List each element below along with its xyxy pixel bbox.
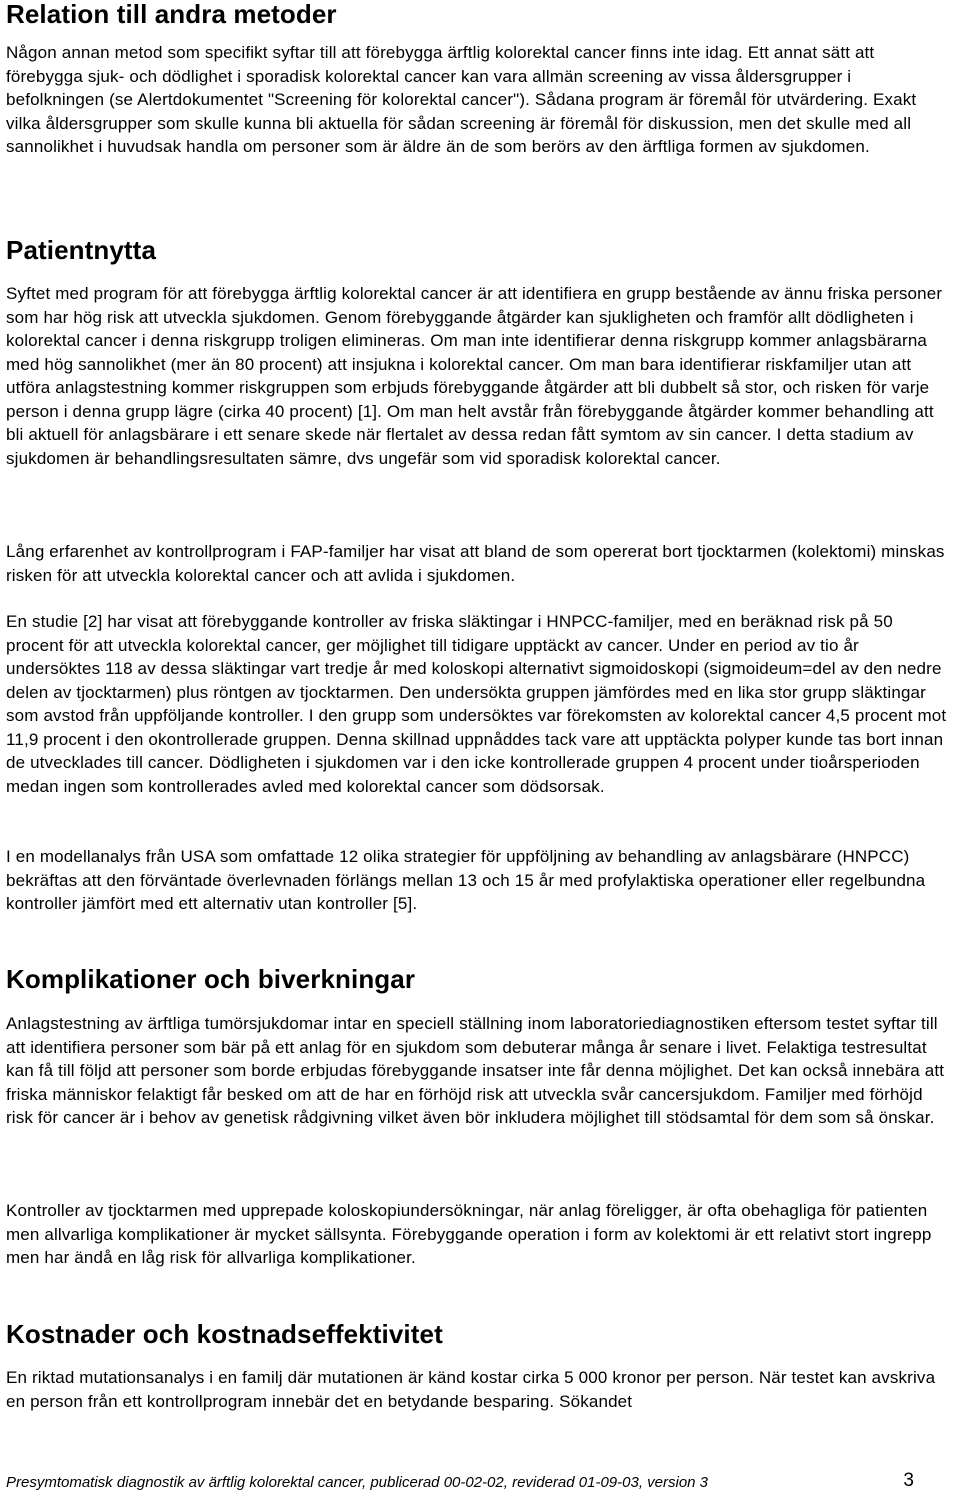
section-heading-kostnader: Kostnader och kostnadseffektivitet (6, 1319, 443, 1349)
paragraph-patientnytta-3: En studie [2] har visat att förebyggande kontroller av friska släktingar i HNPCC-familjer, med en beräknad risk på 50 procent för att utveckla kolorektal cancer, ger möjlighet till tidigare upptäckt av cancer. Under en period av tio år undersöktes 118 av dessa släktingar vart tredje år med koloskopi alternativt sigmoidoskopi (sigmoideum=del av den nedre delen av tjocktarmen) plus röntgen av tjocktarmen. Den undersökta gruppen jämfördes med en lika stor grupp släktingar som avstod från uppföljande kontroller. I den grupp som undersöktes var förekomsten av kolorektal cancer 4,5 procent mot 11,9 procent i den okontrollerade gruppen. Denna skillnad uppnåddes tack vare att upptäckta polyper kunde tas bort innan de utvecklades till cancer. Dödligheten i sjukdomen var i den icke kontrollerade gruppen 4 procent under tioårsperioden medan ingen som kontrollerades avled med kolorektal cancer som dödsorsak. (6, 612, 947, 796)
page-footer (6, 1472, 954, 1494)
page-number: 3 (903, 1470, 914, 1491)
paragraph-relation-1: Någon annan metod som specifikt syftar till att förebygga ärftlig kolorektal cancer finns inte idag. Ett annat sätt att förebygga sjuk- och dödlighet i sporadisk kolorektal cancer kan vara allmän screening av vissa åldersgrupper i befolkningen (se Alertdokumentet "Screening för kolorektal cancer"). Sådana program är föremål för utvärdering. Exakt vilka åldersgrupper som skulle kunna bli aktuella för sådan screening är föremål för diskussion, men det skulle med all sannolikhet i huvudsak handla om personer som är äldre än de som berörs av den ärftliga formen av sjukdomen. (6, 43, 917, 156)
paragraph-patientnytta-4: I en modellanalys från USA som omfattade 12 olika strategier för uppföljning av behandling av anlagsbärare (HNPCC) bekräftas att den förväntade överlevnaden förlängs mellan 13 och 15 år med profylaktiska operationer eller regelbundna kontroller jämfört med ett alternativ utan kontroller [5]. (6, 847, 926, 913)
paragraph-kostnader-1: En riktad mutationsanalys i en familj där mutationen är känd kostar cirka 5 000 kronor per person. När testet kan avskriva en person från ett kontrollprogram innebär det en betydande besparing. Sökandet (6, 1368, 936, 1411)
paragraph-komplikationer-2: Kontroller av tjocktarmen med upprepade koloskopiundersökningar, när anlag föreligger, är ofta obehagliga för patienten men allvarliga komplikationer är mycket sällsynta. Förebyggande operation i form av kolektomi är ett relativt stort ingrepp men har ändå en låg risk för allvarliga komplikationer. (6, 1201, 932, 1267)
section-heading-relation: Relation till andra metoder (6, 0, 337, 29)
paragraph-patientnytta-1: Syftet med program för att förebygga ärftlig kolorektal cancer är att identifiera en grupp bestående av ännu friska personer som har hög risk att utveckla sjukdomen. Genom förebyggande åtgärder kan sjukligheten och framför allt dödligheten i kolorektal cancer i denna riskgrupp troligen elimineras. Om man inte identifierar denna riskgrupp kommer anlagsbärarna med hög sannolikhet (mer än 80 procent) att insjukna i kolorektal cancer. Om man bara identifierar riskfamiljer utan att utföra anlagstestning kommer riskgruppen som erbjuds förebyggande åtgärder att bli dubbelt så stor, och risken för varje person i denna grupp lägre (cirka 40 procent) [1]. Om man helt avstår från förebyggande åtgärder kommer behandling att bli aktuell för anlagsbärare i ett senare skede när flertalet av dessa redan fått symtom av sin cancer. I detta stadium av sjukdomen är behandlingsresultaten sämre, dvs ungefär som vid sporadisk kolorektal cancer. (6, 284, 943, 468)
paragraph-patientnytta-2: Lång erfarenhet av kontrollprogram i FAP-familjer har visat att bland de som opererat bort tjocktarmen (kolektomi) minskas risken för att utveckla kolorektal cancer och att avlida i sjukdomen. (6, 542, 945, 585)
footer-text: Presymtomatisk diagnostik av ärftlig kolorektal cancer, publicerad 00-02-02, reviderad 01-09-03, version 3 (6, 1474, 709, 1491)
section-heading-patientnytta: Patientnytta (6, 235, 157, 265)
paragraph-komplikationer-1: Anlagstestning av ärftliga tumörsjukdomar intar en speciell ställning inom laboratoriediagnostiken eftersom testet syftar till att identifiera personer som bär på ett anlag för en sjukdom som debuterar många år senare i livet. Felaktiga testresultat kan få till följd att personer som borde erbjudas förebyggande insatser inte får denna möjlighet. Det kan också innebära att friska människor felaktigt får besked om att de har en förhöjd risk att utveckla svår cancersjukdom. Familjer med förhöjd risk för cancer är i behov av genetisk rådgivning vilket även bör inkludera möjlighet till stödsamtal för dem som så önskar. (6, 1014, 945, 1127)
section-heading-komplikationer: Komplikationer och biverkningar (6, 964, 416, 994)
